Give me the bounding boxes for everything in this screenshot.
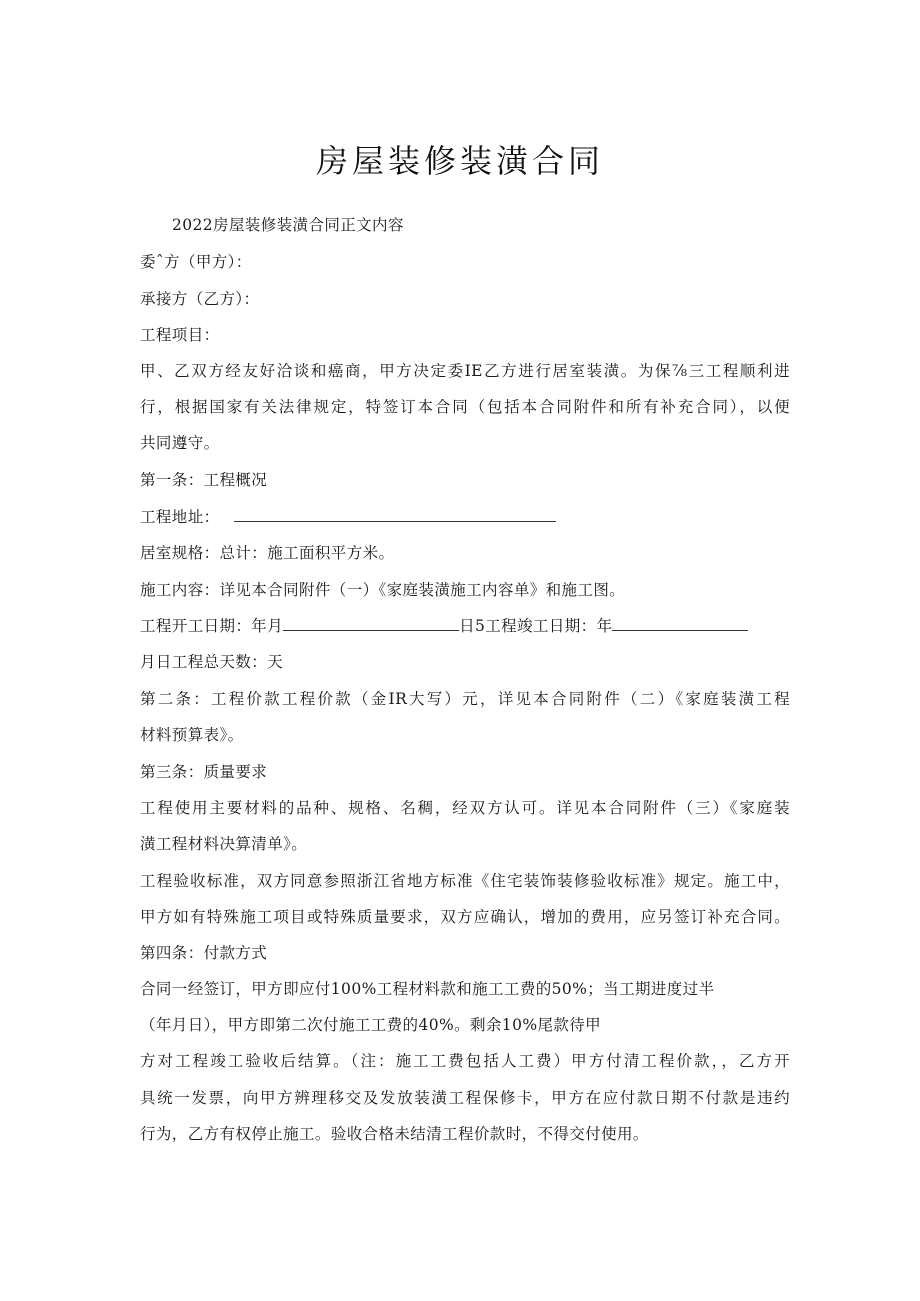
payment-line-1: 合同一经签订，甲方即应付100%工程材料款和施工工费的50%；当工期进度过半 [140, 980, 715, 998]
acceptance-line-1: 工程验收标准，双方同意参照浙江省地方标准《住宅装饰装修验收标准》规定。施工中， [140, 872, 790, 890]
start-date-blank [283, 616, 459, 631]
quality-line-2: 潢工程材料决算清单》。 [140, 835, 308, 853]
payment-line-5: 行为，乙方有权停止施工。验收合格未结清工程价款时，不得交付使用。 [140, 1125, 649, 1143]
end-date-label: 日5工程竣工日期：年 [459, 617, 613, 635]
article-1-heading: 第一条：工程概况 [140, 471, 268, 489]
preamble-line-2: 行，根据国家有关法律规定，特签订本合同（包括本合同附件和所有补充合同），以便 [140, 398, 790, 416]
address-label: 工程地址： [140, 508, 220, 526]
preamble-line-1: 甲、乙双方经友好洽谈和癌商，甲方决定委IE乙方进行居室装潢。为保⅞三工程顺利进 [140, 362, 790, 380]
content-line: 施工内容：详见本合同附件（一）《家庭装潢施工内容单》和施工图。 [140, 581, 626, 599]
party-a-line: 委ˆ方（甲方）： [140, 253, 252, 271]
dates-line [140, 616, 790, 636]
payment-line-3: 方对工程竣工验收后结算。（注：施工工费包括人工费）甲方付清工程价款，，乙方开 [140, 1052, 790, 1070]
page-title: 房屋装修装潢合同 [315, 142, 604, 180]
article-4-heading: 第四条：付款方式 [140, 944, 268, 962]
quality-line-1: 工程使用主要材料的品种、规格、名稠，经双方认可。详见本合同附件（三）《家庭装 [140, 799, 790, 817]
dates-tail-line: 月日工程总天数：天 [140, 653, 284, 671]
payment-line-4: 具统一发票，向甲方辨理移交及发放装潢工程保修卡，甲方在应付款日期不付款是违约 [140, 1089, 790, 1107]
article-2-line-2: 材料预算表》。 [140, 726, 244, 744]
start-date-label: 工程开工日期：年月 [140, 617, 284, 635]
party-b-line: 承接方（乙方）： [140, 290, 260, 308]
article-2-line-1: 第二条：工程价款工程价款（金IR大写）元，详见本合同附件（二）《家庭装潢工程 [140, 690, 790, 708]
acceptance-line-2: 甲方如有特殊施工项目或特殊质量要求，双方应确认，增加的费用，应另签订补充合同。 [140, 908, 790, 926]
subtitle: 2022房屋装修装潢合同正文内容 [172, 216, 404, 234]
payment-line-2: （年月日），甲方即第二次付施工工费的40%。剩余10%尾款待甲 [140, 1016, 602, 1034]
article-3-heading: 第三条：质量要求 [140, 763, 268, 781]
room-spec-line: 居室规格：总计：施工面积平方米。 [140, 544, 395, 562]
address-line [140, 507, 790, 527]
address-blank [234, 507, 556, 522]
end-date-blank [612, 616, 748, 631]
preamble-line-3: 共同遵守。 [140, 434, 220, 452]
project-line: 工程项目： [140, 326, 220, 344]
